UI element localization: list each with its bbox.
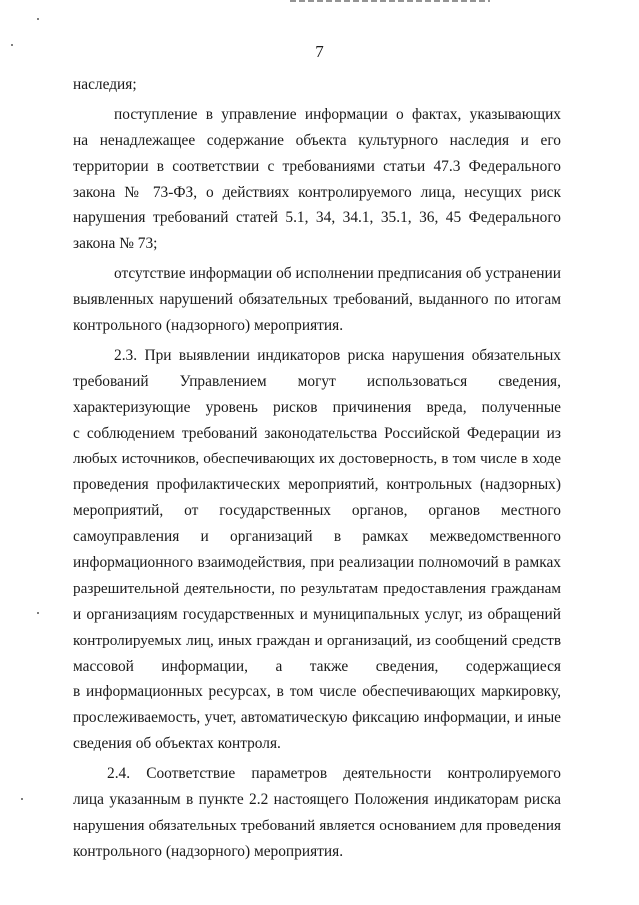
text-line: лица указанным в пункте 2.2 настоящего Положения индикаторам риска [73, 791, 561, 809]
text-line: нарушения требований статей 5.1, 34, 34.1, 35.1, 36, 45 Федерального [73, 209, 561, 227]
text-line: поступление в управление информации о фактах, указывающих [114, 105, 561, 123]
text-line: нарушения обязательных требований является основанием для проведения [73, 816, 561, 834]
text-line: 2.3. При выявлении индикаторов риска нарушения обязательных [114, 346, 561, 364]
text-line: и организациям государственных и муниципальных услуг, из обращений [73, 605, 561, 623]
text-line: контрольного (надзорного) мероприятия. [73, 317, 344, 335]
scan-artifact-line [290, 0, 490, 2]
text-line: закона № 73-ФЗ, о действиях контролируемого лица, несущих риск [73, 183, 561, 201]
text-line: требований Управлением могут использоваться сведения, [73, 372, 561, 390]
scan-speck [21, 798, 23, 800]
text-line: на ненадлежащее содержание объекта культурного наследия и его [73, 131, 561, 149]
page-number: 7 [315, 42, 324, 61]
text-line: закона № 73; [73, 235, 158, 253]
text-line: сведения об объектах контроля. [73, 735, 281, 753]
text-line: 2.4. Соответствие параметров деятельности контролируемого [107, 765, 561, 783]
text-line: в информационных ресурсах, в том числе обеспечивающих маркировку, [73, 683, 561, 701]
text-line: самоуправления и организаций в рамках межведомственного [73, 528, 561, 546]
text-line: наследия; [73, 76, 137, 93]
text-line: массовой информации, а также сведения, содержащиеся [73, 657, 561, 675]
scan-speck [37, 612, 39, 614]
text-line: прослеживаемость, учет, автоматическую фиксацию информации, и иные [73, 709, 561, 727]
text-line: проведения профилактических мероприятий, контрольных (надзорных) [73, 476, 561, 494]
text-line: любых источников, обеспечивающих их достоверность, в том числе в ходе [73, 450, 561, 468]
text-line: выявленных нарушений обязательных требований, выданного по итогам [73, 291, 561, 309]
scan-speck [37, 18, 39, 20]
document-body [73, 72, 561, 865]
text-line: контрольного (надзорного) мероприятия. [73, 842, 344, 860]
text-line: разрешительной деятельности, по результатам предоставления гражданам [73, 579, 561, 597]
text-line: территории в соответствии с требованиями статьи 47.3 Федерального [73, 157, 561, 175]
text-line: с соблюдением требований законодательства Российской Федерации из [73, 424, 561, 442]
text-line: мероприятий, от государственных органов, органов местного [73, 502, 561, 520]
text-line: контролируемых лиц, иных граждан и организаций, из сообщений средств [73, 631, 561, 649]
text-line: характеризующие уровень рисков причинения вреда, полученные [73, 398, 561, 416]
text-line: отсутствие информации об исполнении предписания об устранении [114, 265, 561, 283]
text-line: информационного взаимодействия, при реализации полномочий в рамках [73, 554, 561, 572]
